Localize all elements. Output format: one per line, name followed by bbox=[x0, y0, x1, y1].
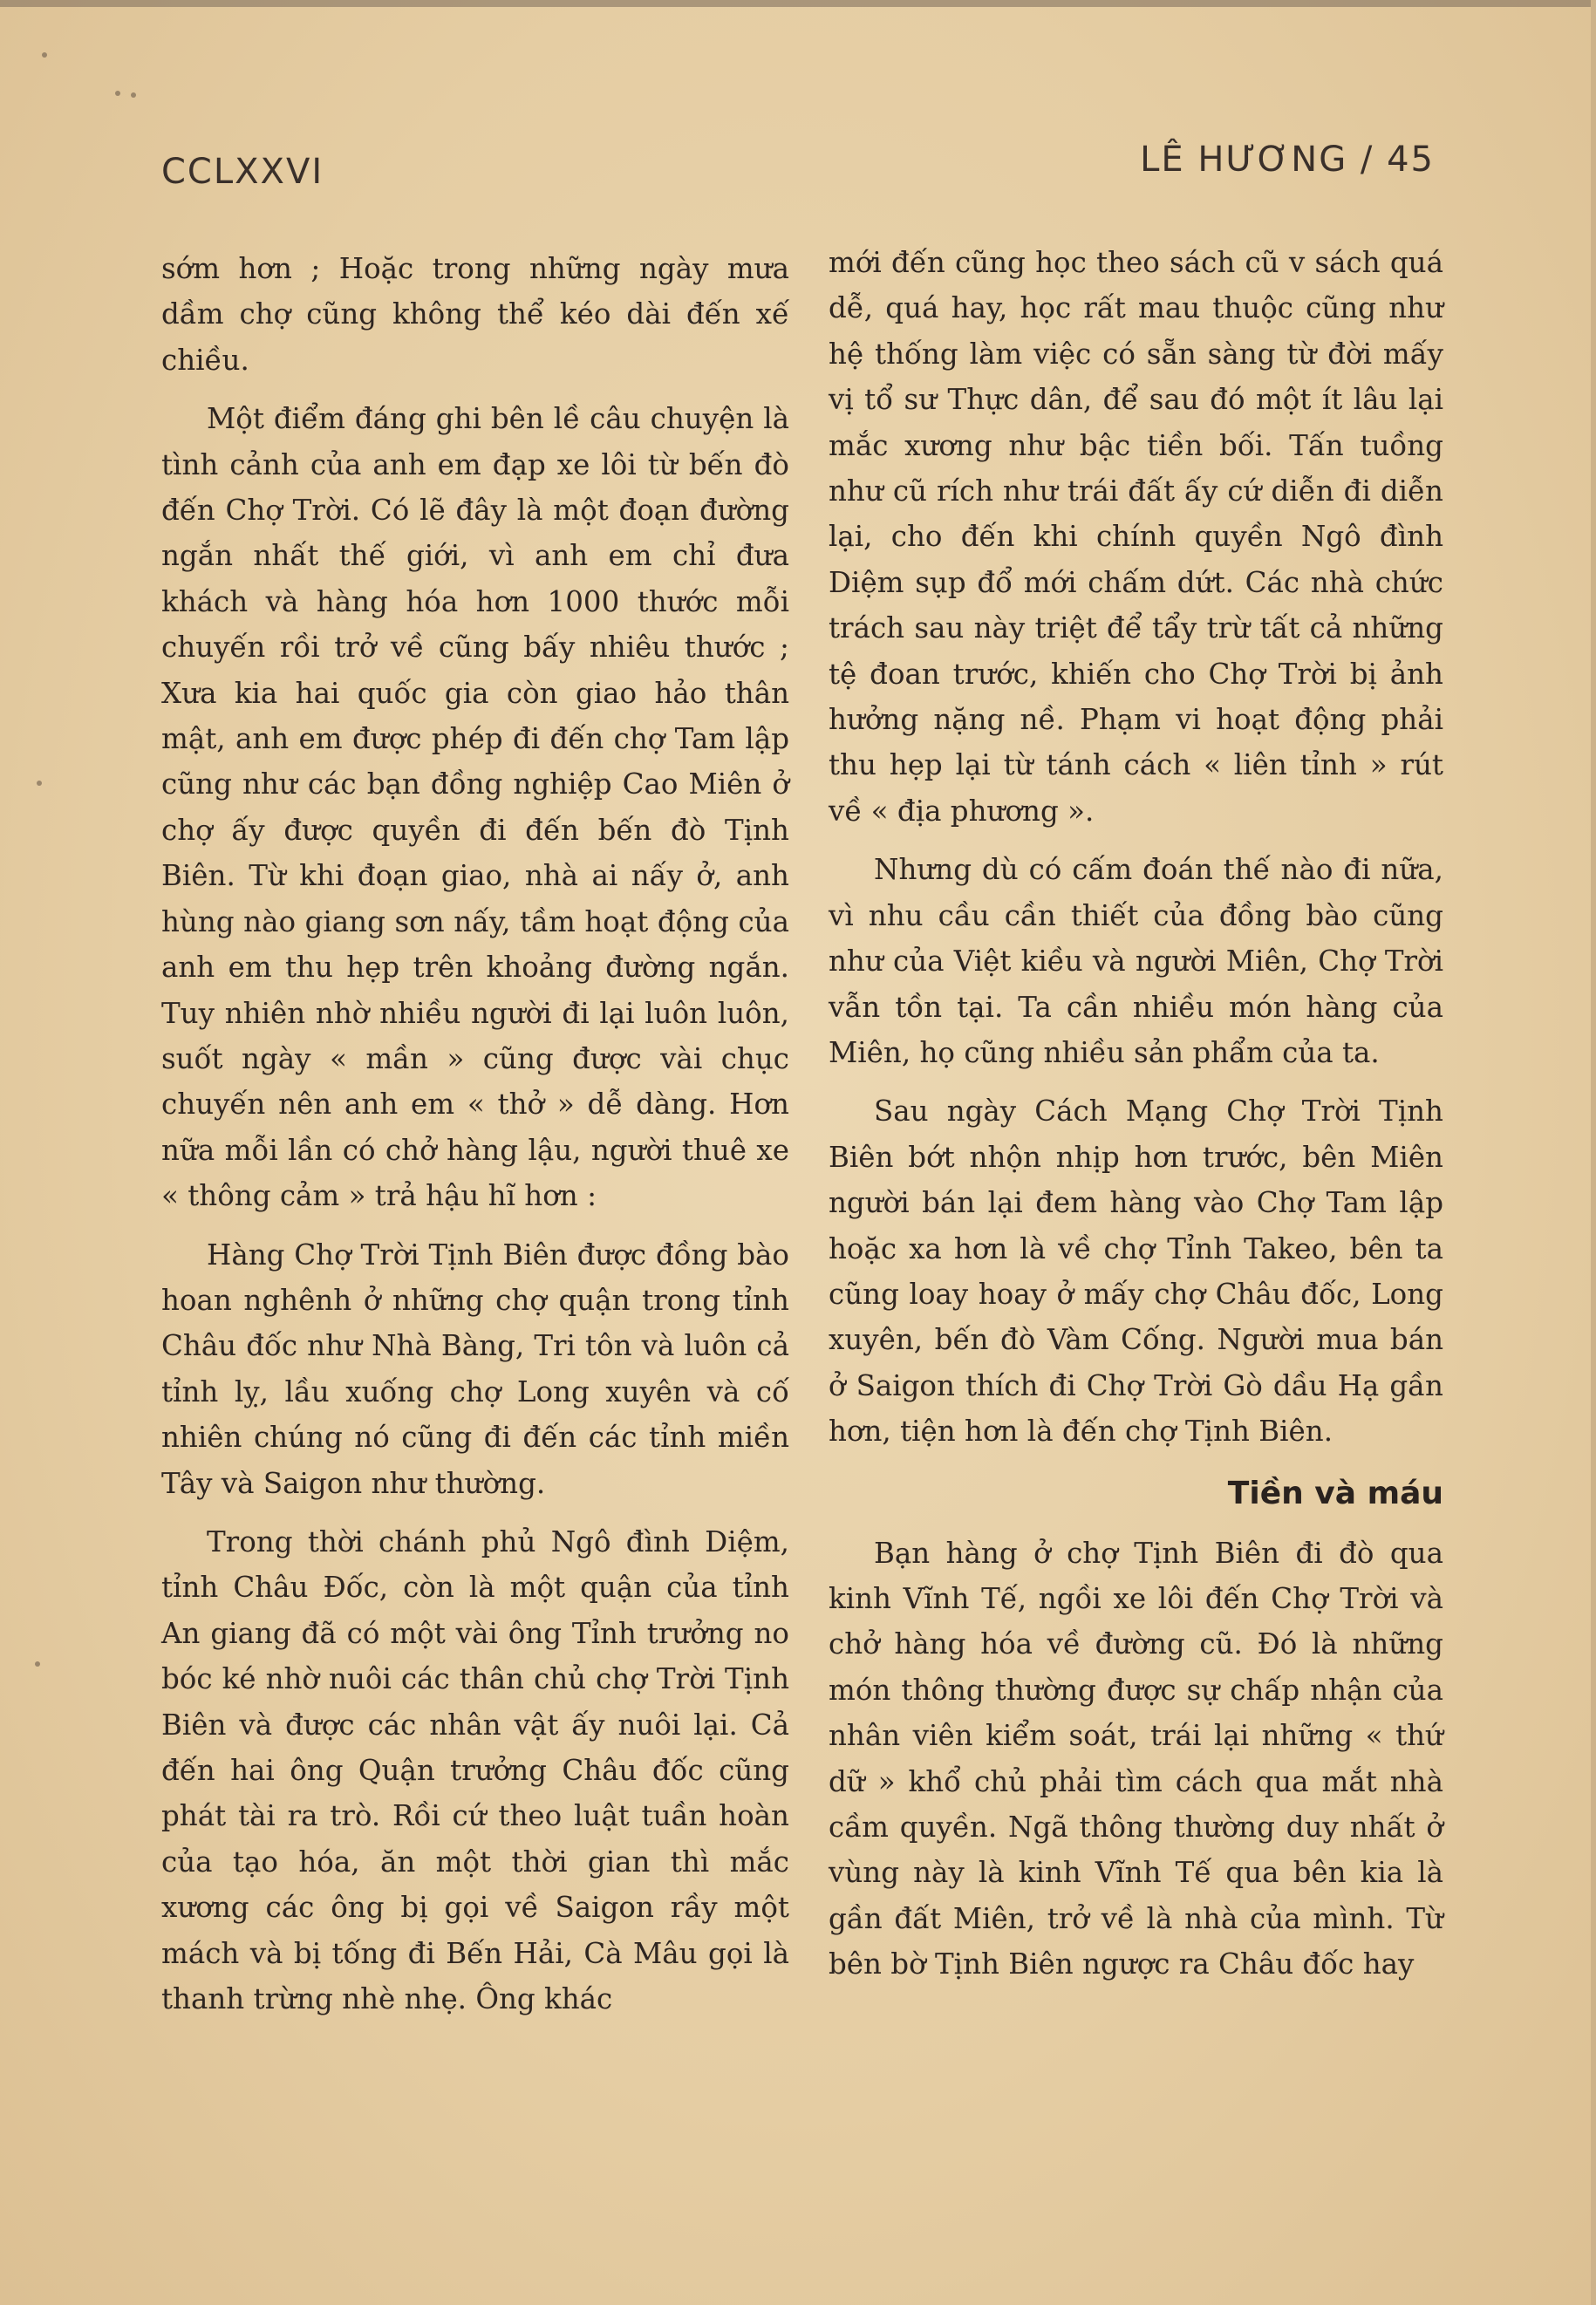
paper-speck bbox=[35, 1661, 40, 1667]
paper-speck bbox=[37, 781, 42, 786]
right-column bbox=[829, 240, 1443, 2001]
body-paragraph: Một điểm đáng ghi bên lề câu chuyện là tình cảnh của anh em đạp xe lôi từ bến đò đến Chợ Trời. Có lẽ đây là một đoạn đường ngắn nhất thế giới, vì anh em chỉ đưa khách và hàng hóa hơn 1000 thước mỗi chuyến rồi trở về cũng bấy nhiêu thước ; Xưa kia hai quốc gia còn giao hảo thân mật, anh em được phép đi đến chợ Tam lập cũng như các bạn đồng nghiệp Cao Miên ở chợ ấy được quyền đi đến bến đò Tịnh Biên. Từ khi đoạn giao, nhà ai nấy ở, anh hùng nào giang sơn nấy, tầm hoạt động của anh em thu hẹp trên khoảng đường ngắn. Tuy nhiên nhờ nhiều người đi lại luôn luôn, suốt ngày « mần » cũng được vài chục chuyến nên anh em « thở » dễ dàng. Hơn nữa mỗi lần có chở hàng lậu, người thuê xe « thông cảm » trả hậu hĩ hơn : bbox=[161, 402, 789, 1213]
body-paragraph: mới đến cũng học theo sách cũ v sách quá dễ, quá hay, học rất mau thuộc cũng như hệ thống làm việc có sẵn sàng từ đời mấy vị tổ sư Thực dân, để sau đó một ít lâu lại mắc xương như bậc tiền bối. Tấn tuồng như cũ rích như trái đất ấy cứ diễn đi diễn lại, cho đến khi chính quyền Ngô đình Diệm sụp đổ mới chấm dứt. Các nhà chức trách sau này triệt để tẩy trừ tất cả những tệ đoan trước, khiến cho Chợ Trời bị ảnh hưởng nặng nề. Phạm vi hoạt động phải thu hẹp lại từ tánh cách « liên tỉnh » rút về « địa phương ». bbox=[829, 246, 1443, 828]
body-paragraph: Trong thời chánh phủ Ngô đình Diệm, tỉnh Châu Đốc, còn là một quận của tỉnh An giang đã có một vài ông Tỉnh trưởng no bóc ké nhờ nuôi các thân chủ chợ Trời Tịnh Biên và được các nhân vật ấy nuôi lại. Cả đến hai ông Quận trưởng Châu đốc cũng phát tài ra trò. Rồi cứ theo luật tuần hoàn của tạo hóa, ăn một thời gian thì mắc xương các ông bị gọi về Saigon rầy một mách và bị tống đi Bến Hải, Cà Mâu gọi là thanh trừng nhè nhẹ. Ông khác bbox=[161, 1524, 789, 2016]
body-paragraph: Sau ngày Cách Mạng Chợ Trời Tịnh Biên bớt nhộn nhịp hơn trước, bên Miên người bán lại đem hàng vào Chợ Tam lập hoặc xa hơn là về chợ Tỉnh Takeo, bên ta cũng loay hoay ở mấy chợ Châu đốc, Long xuyên, bến đò Vàm Cống. Người mua bán ở Saigon thích đi Chợ Trời Gò dầu Hạ gần hơn, tiện hơn là đến chợ Tịnh Biên. bbox=[829, 1095, 1443, 1449]
body-paragraph: Nhưng dù có cấm đoán thế nào đi nữa, vì nhu cầu cần thiết của đồng bào cũng như của Việt kiều và người Miên, Chợ Trời vẫn tồn tại. Ta cần nhiều món hàng của Miên, họ cũng nhiều sản phẩm của ta. bbox=[829, 853, 1443, 1069]
left-column bbox=[161, 246, 789, 2035]
section-heading: Tiền và máu bbox=[1227, 1475, 1443, 1511]
paper-speck bbox=[42, 52, 47, 58]
body-paragraph: Hàng Chợ Trời Tịnh Biên được đồng bào hoan nghênh ở những chợ quận trong tỉnh Châu đốc như Nhà Bàng, Tri tôn và luôn cả tỉnh lỵ, lầu xuống chợ Long xuyên và cố nhiên chúng nó cũng đi đến các tỉnh miền Tây và Saigon như thường. bbox=[161, 1238, 789, 1500]
author-page-number: LÊ HƯƠNG / 45 bbox=[1140, 140, 1435, 180]
body-paragraph: sớm hơn ; Hoặc trong những ngày mưa dầm chợ cũng không thể kéo dài đến xế chiều. bbox=[161, 252, 789, 377]
page-section-number: CCLXXVI bbox=[161, 152, 324, 192]
body-paragraph: Bạn hàng ở chợ Tịnh Biên đi đò qua kinh Vĩnh Tế, ngồi xe lôi đến Chợ Trời và chở hàng hóa về đường cũ. Đó là những món thông thường được sự chấp nhận của nhân viên kiểm soát, trái lại những « thứ dữ » khổ chủ phải tìm cách qua mắt nhà cầm quyền. Ngã thông thường duy nhất ở vùng này là kinh Vĩnh Tế qua bên kia là gần đất Miên, trở về là nhà của mình. Từ bên bờ Tịnh Biên ngược ra Châu đốc hay bbox=[829, 1536, 1443, 1981]
running-header bbox=[161, 131, 1435, 192]
paper-speck bbox=[131, 92, 136, 98]
paper-speck bbox=[115, 91, 120, 96]
